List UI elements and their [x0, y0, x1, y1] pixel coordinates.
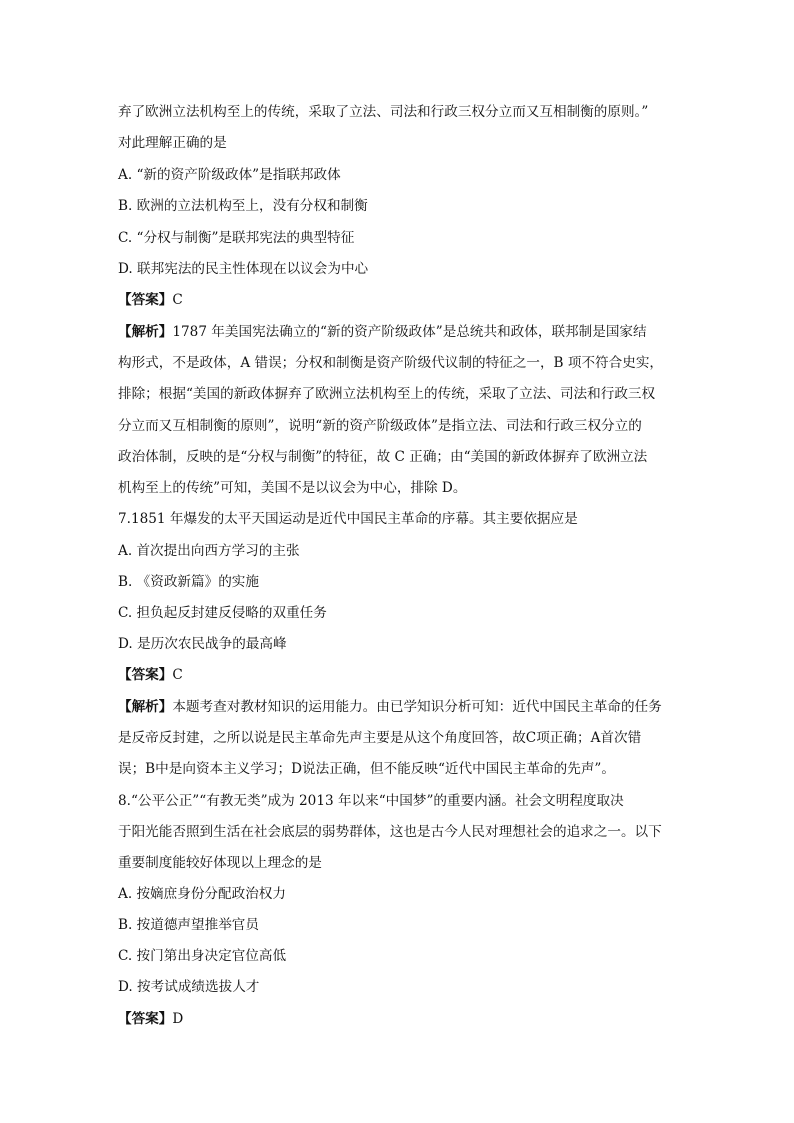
q6-analysis-line-5: 政治体制，反映的是“分权与制衡”的特征，故 C 正确；由“美国的新政体摒弃了欧洲立法: [118, 449, 648, 465]
q6-stem-line-1: 弃了欧洲立法机构至上的传统，采取了立法、司法和行政三权分立而又互相制衡的原则。”: [118, 104, 649, 120]
q7-option-d: D. 是历次农民战争的最高峰: [118, 636, 287, 652]
q6-stem-line-2: 对此理解正确的是: [118, 135, 227, 151]
q6-analysis-line-6: 机构至上的传统”可知，美国不是以议会为中心，排除 D。: [118, 480, 467, 496]
q8-stem-line-3: 重要制度能较好体现以上理念的是: [118, 855, 322, 871]
q6-analysis-label: 【解析】: [118, 324, 173, 340]
q6-analysis-line-3: 排除；根据“美国的新政体摒弃了欧洲立法机构至上的传统，采取了立法、司法和行政三权: [118, 386, 656, 402]
q7-answer-value: C: [172, 667, 183, 683]
q7-answer: [118, 665, 183, 685]
q8-option-b: B. 按道德声望推举官员: [118, 917, 259, 933]
q6-option-a: A. “新的资产阶级政体”是指联邦政体: [118, 167, 341, 183]
q8-option-d: D. 按考试成绩选拔人才: [118, 979, 260, 995]
q6-option-c: C. “分权与制衡”是联邦宪法的典型特征: [118, 230, 355, 246]
q7-analysis-label: 【解析】: [118, 699, 173, 715]
q7-option-a: A. 首次提出向西方学习的主张: [118, 543, 300, 559]
q8-answer-label: 【答案】: [118, 1011, 173, 1027]
q7-analysis-line-3: 误；B中是向资本主义学习；D说法正确，但不能反映“近代中国民主革命的先声”。: [118, 761, 615, 777]
q7-analysis-text-1: 本题考查对教材知识的运用能力。由已学知识分析可知：近代中国民主革命的任务: [172, 699, 662, 715]
q7-option-b: B. 《资政新篇》的实施: [118, 574, 259, 590]
q6-answer-value: C: [172, 292, 183, 308]
q8-option-a: A. 按嫡庶身份分配政治权力: [118, 886, 286, 902]
q8-answer: [118, 1009, 183, 1029]
q7-stem: 7.1851 年爆发的太平天国运动是近代中国民主革命的序幕。其主要依据应是: [118, 511, 578, 527]
q7-option-c: C. 担负起反封建反侵略的双重任务: [118, 605, 327, 621]
q8-stem-line-1: 8.“公平公正”“有教无类”成为 2013 年以来“中国梦”的重要内涵。社会文明程度取决: [118, 793, 624, 809]
q6-analysis-line-1: [118, 322, 647, 342]
q6-answer: [118, 290, 183, 310]
q7-answer-label: 【答案】: [118, 667, 173, 683]
q6-option-b: B. 欧洲的立法机构至上，没有分权和制衡: [118, 198, 368, 214]
q6-analysis-text-1: 1787 年美国宪法确立的“新的资产阶级政体”是总统共和政体，联邦制是国家结: [172, 324, 647, 340]
q6-analysis-line-2: 构形式，不是政体，A 错误；分权和制衡是资产阶级代议制的特征之一，B 项不符合史实，: [118, 355, 664, 371]
q6-option-d: D. 联邦宪法的民主性体现在以议会为中心: [118, 261, 369, 277]
q7-analysis-line-1: [118, 697, 662, 717]
q7-analysis-line-2: 是反帝反封建，之所以说是民主革命先声主要是从这个角度回答，故C项正确；A首次错: [118, 730, 642, 746]
q8-stem-line-2: 于阳光能否照到生活在社会底层的弱势群体，这也是古今人民对理想社会的追求之一。以下: [118, 824, 662, 840]
q6-answer-label: 【答案】: [118, 292, 173, 308]
q8-option-c: C. 按门第出身决定官位高低: [118, 948, 287, 964]
q6-analysis-line-4: 分立而又互相制衡的原则”，说明“新的资产阶级政体”是指立法、司法和行政三权分立的: [118, 418, 642, 434]
q8-answer-value: D: [172, 1011, 184, 1027]
